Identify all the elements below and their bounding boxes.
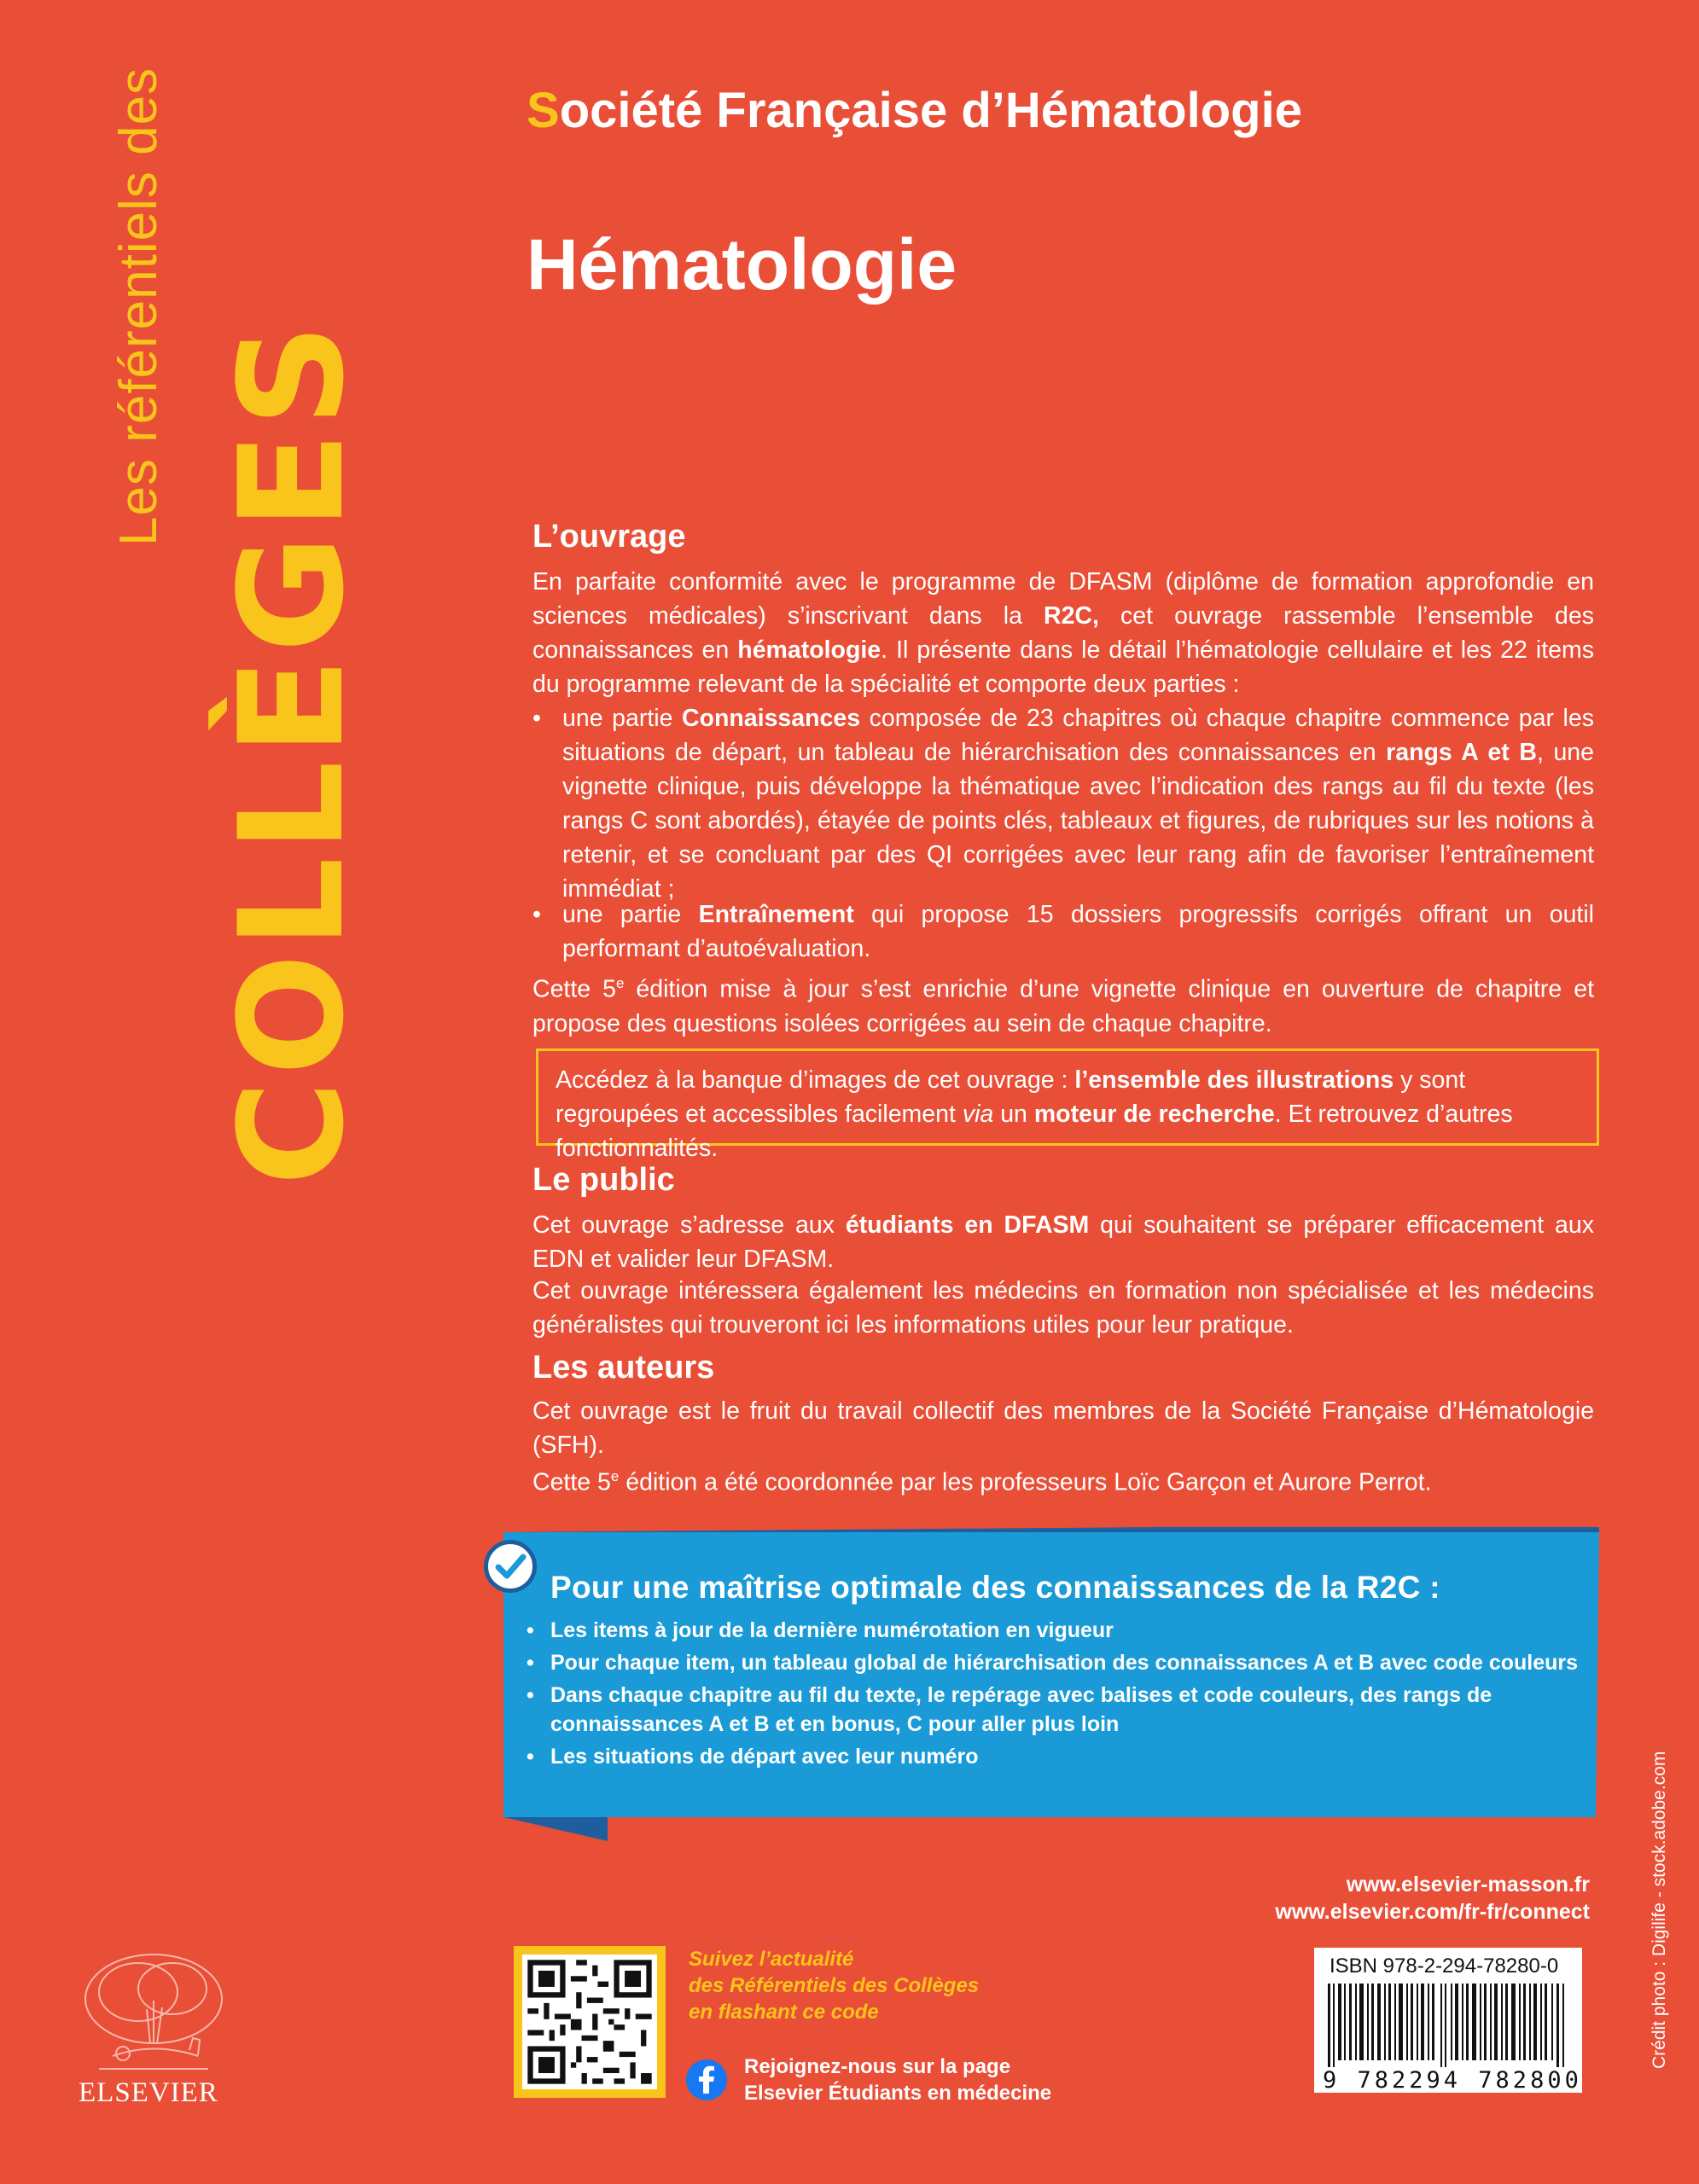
barcode-digits: 9 782294 782800 [1323,2067,1582,2094]
series-name-small: Les référentiels des [109,67,168,546]
book-title: Hématologie [527,224,957,305]
facebook-icon[interactable] [686,2059,727,2100]
banner-item: • Pour chaque item, un tableau global de hiérarchisation des connaissances A et B avec code couleurs [527,1651,1579,1675]
society-name-rest: ociété Française d’Hématologie [559,83,1302,138]
follow-qr-text: Suivez l’actualité des Référentiels des Collèges en flashant ce code [689,1948,980,2024]
society-name [527,82,1302,139]
heading-auteurs: Les auteurs [532,1350,715,1385]
public-p1: Cet ouvrage s’adresse aux étudiants en DFASM qui souhaitent se préparer efficacement aux EDN et valider leur DFASM. [532,1211,1594,1273]
elsevier-tree-logo [79,1949,229,2073]
elsevier-wordmark: ELSEVIER [79,2077,218,2108]
image-bank-box: Accédez à la banque d’images de cet ouvrage : l’ensemble des illustrations y sont regroupées et accessibles facilement via un moteur de recherche. Et retrouvez d’autres fonctionnalités. [536,1048,1599,1146]
ouvrage-edition-note: Cette 5e édition mise à jour s’est enrichie d’une vignette clinique en ouverture de chapitre et propose des questions isolées corrigées au sein de chaque chapitre. [532,975,1594,1037]
publisher-urls [1275,1871,1590,1926]
public-p2: Cet ouvrage intéressera également les médecins en formation non spécialisée et les médecins généralistes qui trouveront ici les informations utiles pour leur pratique. [532,1277,1594,1339]
checkmark-icon [484,1540,537,1593]
url-elsevier-connect[interactable]: www.elsevier.com/fr-fr/connect [1275,1900,1590,1924]
isbn-number: ISBN 978-2-294-78280-0 [1330,1955,1559,1978]
auteurs-p2: Cette 5e édition a été coordonnée par les professeurs Loïc Garçon et Aurore Perrot. [532,1468,1432,1496]
banner-title: Pour une maîtrise optimale des connaissances de la R2C : [550,1570,1440,1605]
url-elsevier-masson[interactable]: www.elsevier-masson.fr [1346,1873,1590,1896]
photo-credit: Crédit photo : Digilife - stock.adobe.com [1650,1751,1669,2069]
banner-item: • Les items à jour de la dernière numérotation en vigueur [527,1618,1114,1642]
heading-public: Le public [532,1162,675,1198]
facebook-page-text: Rejoignez-nous sur la page Elsevier Étudiants en médecine [744,2055,1052,2105]
r2c-banner [527,1570,1587,1771]
heading-ouvrage: L’ouvrage [532,519,686,555]
ouvrage-bullet-connaissances: • une partie Connaissances composée de 23 chapitres où chaque chapitre commence par les situations de départ, un tableau de hiérarchisation des connaissances en rangs A et B, une vignette clinique, puis développe la thématique avec l’indication des rangs au fil du texte (les rangs C sont abordés), étayée de points clés, tableaux et figures, de rubriques sur les notions à retenir, et se concluant par des QI corrigées avec leur rang afin de favoriser l’entraînement immédiat ; [532,705,1594,903]
society-initial: S [527,83,560,138]
ouvrage-bullet-entrainement: • une partie Entraînement qui propose 15 dossiers progressifs corrigés offrant un outil performant d’autoévaluation. [532,901,1595,962]
series-name-big: COLLÈGES [208,318,375,1186]
qr-code[interactable] [514,1946,666,2098]
isbn-barcode [1314,1948,1582,2093]
auteurs-p1: Cet ouvrage est le fruit du travail collectif des membres de la Société Française d’Hématologie (SFH). [532,1397,1594,1459]
ouvrage-intro: En parfaite conformité avec le programme de DFASM (diplôme de formation approfondie en sciences médicales) s’inscrivant dans la R2C, cet ouvrage rassemble l’ensemble des connaissances en hématologie. Il présente dans le détail l’hématologie cellulaire et les 22 items du programme relevant de la spécialité et comporte deux parties : [532,568,1594,698]
banner-item: • Dans chaque chapitre au fil du texte, le repérage avec balises et code couleurs, des rangs de connaissances A et B et en bonus, C pour aller plus loin [527,1683,1492,1736]
banner-item: • Les situations de départ avec leur numéro [527,1745,979,1769]
barcode-bars [1324,1984,1572,2067]
qr-code-pattern [522,1955,657,2089]
